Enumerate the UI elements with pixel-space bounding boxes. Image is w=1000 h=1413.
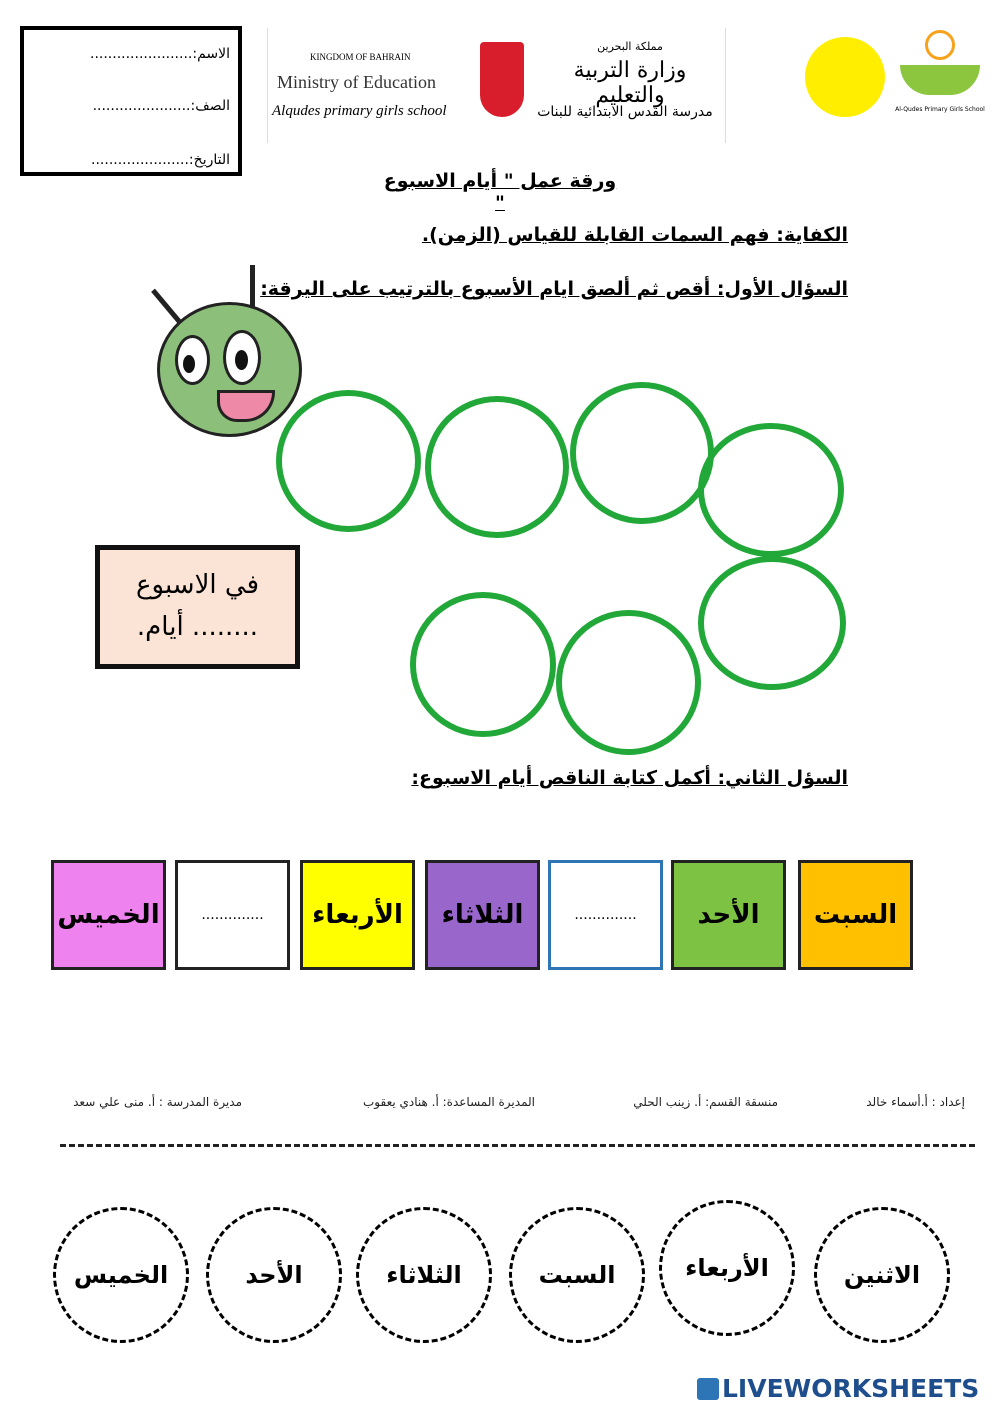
divider bbox=[267, 28, 268, 143]
week-box-line1: في الاسبوع bbox=[136, 570, 259, 600]
school-logo bbox=[895, 30, 985, 102]
caterpillar-circle[interactable] bbox=[698, 423, 844, 557]
day-box-thursday: الخميس bbox=[51, 860, 166, 970]
day-box-saturday: السبت bbox=[798, 860, 913, 970]
day-box-tuesday: الثلاثاء bbox=[425, 860, 540, 970]
watermark: LIVEWORKSHEETS bbox=[722, 1374, 980, 1403]
day-box-sunday: الأحد bbox=[671, 860, 786, 970]
divider bbox=[725, 28, 726, 143]
caterpillar-circle[interactable] bbox=[570, 382, 714, 524]
question-2: السؤل الثاني: أكمل كتابة الناقص أيام الاسبوع: bbox=[411, 767, 848, 789]
day-box-blank[interactable]: .............. bbox=[548, 860, 663, 970]
cutout-saturday[interactable]: السبت bbox=[509, 1207, 645, 1343]
cutout-tuesday[interactable]: الثلاثاء bbox=[356, 1207, 492, 1343]
caterpillar-circle[interactable] bbox=[556, 610, 701, 755]
name-field[interactable]: الاسم:....................... bbox=[90, 46, 230, 62]
cutout-thursday[interactable]: الخميس bbox=[53, 1207, 189, 1343]
caterpillar-circle[interactable] bbox=[698, 556, 846, 690]
competency: الكفاية: فهم السمات القابلة للقياس (الزمن). bbox=[421, 224, 848, 246]
caterpillar-circle[interactable] bbox=[410, 592, 556, 737]
week-box-line2[interactable]: ........ أيام. bbox=[136, 612, 259, 642]
cutout-sunday[interactable]: الأحد bbox=[206, 1207, 342, 1343]
cutout-wednesday[interactable]: الأربعاء bbox=[659, 1200, 795, 1336]
question-1: السؤال الأول: أقص ثم ألصق ايام الأسبوع بالترتيب على اليرقة: bbox=[260, 278, 848, 300]
footer-prepared: إعداد : أ.أسماء خالد bbox=[866, 1095, 965, 1109]
bahrain-emblem-icon bbox=[480, 42, 524, 117]
school-initiative-logo bbox=[805, 37, 885, 117]
day-box-wednesday: الأربعاء bbox=[300, 860, 415, 970]
student-info-box bbox=[20, 26, 242, 176]
footer-assistant: المديرة المساعدة: أ. هنادي يعقوب bbox=[363, 1095, 535, 1109]
ministry-en: Ministry of Education bbox=[277, 72, 436, 92]
kingdom-en: KINGDOM OF BAHRAIN bbox=[310, 52, 411, 62]
worksheet-title: ورقة عمل " أيام الاسبوع " bbox=[383, 170, 617, 214]
caterpillar-circle[interactable] bbox=[425, 396, 569, 538]
ministry-ar: وزارة التربية والتعليم bbox=[573, 58, 687, 108]
footer-coordinator: منسقة القسم: أ. زينب الحلي bbox=[633, 1095, 778, 1109]
cutout-monday[interactable]: الاثنين bbox=[814, 1207, 950, 1343]
days-in-week-box bbox=[95, 545, 300, 669]
school-logo-caption: Al-Qudes Primary Girls School bbox=[895, 106, 985, 113]
cut-line bbox=[60, 1144, 975, 1147]
caterpillar-circle[interactable] bbox=[276, 390, 421, 532]
school-ar: مدرسة القدس الابتدائية للبنات bbox=[537, 104, 713, 120]
kingdom-ar: مملكة البحرين bbox=[597, 40, 663, 53]
date-field[interactable]: التاريخ:...................... bbox=[91, 152, 230, 168]
day-box-blank[interactable]: .............. bbox=[175, 860, 290, 970]
class-field[interactable]: الصف:...................... bbox=[92, 98, 230, 114]
school-en: Alqudes primary girls school bbox=[272, 103, 447, 119]
footer-principal: مديرة المدرسة : أ. منى علي سعد bbox=[73, 1095, 242, 1109]
liveworksheets-logo-icon bbox=[697, 1378, 719, 1400]
